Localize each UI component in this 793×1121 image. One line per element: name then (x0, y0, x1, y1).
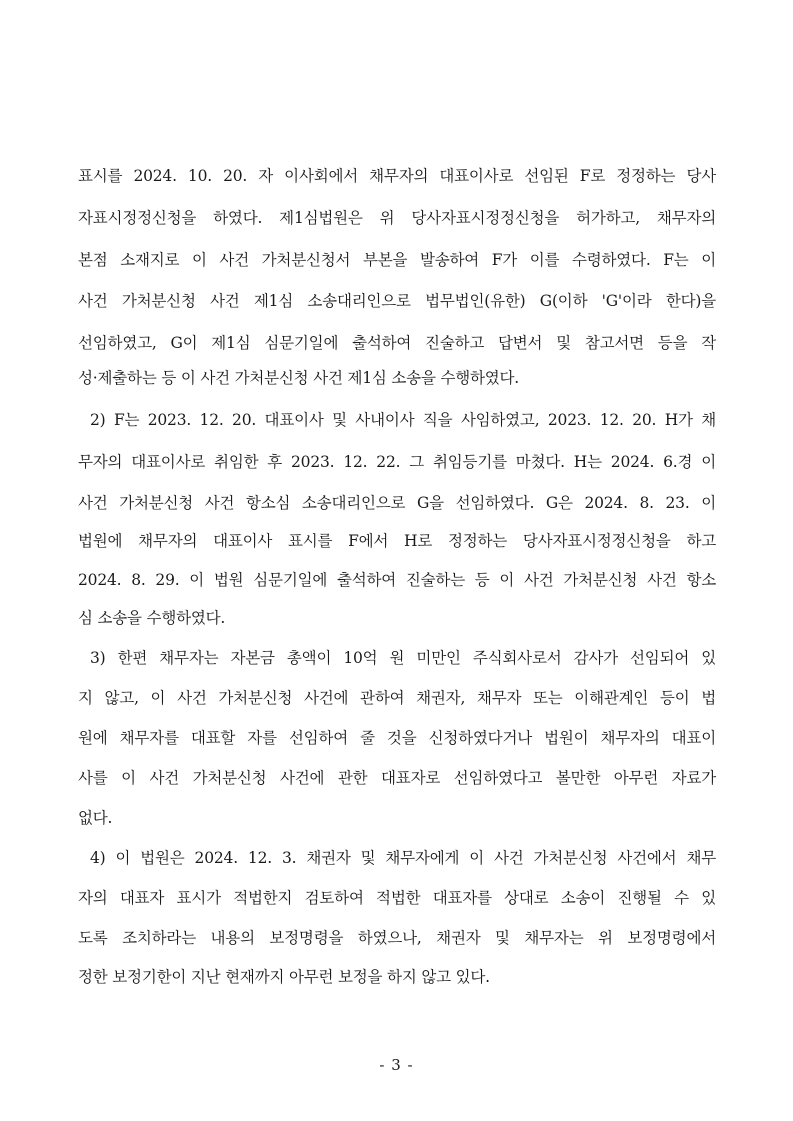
text-line: 자의 대표자 표시가 적법한지 검토하여 적법한 대표자를 상대로 소송이 진행될 수 있 (78, 889, 716, 907)
page-number: - 3 - (379, 1056, 414, 1074)
text-line: 자표시정정신청을 하였다. 제1심법원은 위 당사자표시정정신청을 허가하고, 채무자의 (78, 209, 716, 227)
paragraph-3-first-line: 3) 한편 채무자는 자본금 총액이 10억 원 미만인 주식회사로서 감사가 선임되어 있 (90, 649, 716, 667)
text-line: 정한 보정기한이 지난 현재까지 아무런 보정을 하지 않고 있다. (78, 968, 490, 986)
paragraph-2-first-line: 2) F는 2023. 12. 20. 대표이사 및 사내이사 직을 사임하였고, 2023. 12. 20. H가 채 (90, 411, 716, 429)
text-line: 성·제출하는 등 이 사건 가처분신청 사건 제1심 소송을 수행하였다. (78, 369, 520, 387)
text-line: 없다. (78, 809, 113, 827)
text-line: 심 소송을 수행하였다. (78, 609, 226, 627)
paragraph-4-first-line: 4) 이 법원은 2024. 12. 3. 채권자 및 채무자에게 이 사건 가처분신청 사건에서 채무 (90, 849, 716, 867)
text-line: 사건 가처분신청 사건 항소심 소송대리인으로 G을 선임하였다. G은 2024. 8. 23. 이 (78, 494, 716, 512)
text-line: 선임하였고, G이 제1심 심문기일에 출석하여 진술하고 답변서 및 참고서면 등을 작 (78, 334, 716, 352)
text-line: 사건 가처분신청 사건 제1심 소송대리인으로 법무법인(유한) G(이하 'G'이라 한다)을 (78, 292, 716, 310)
text-line: 본점 소재지로 이 사건 가처분신청서 부본을 발송하여 F가 이를 수령하였다. F는 이 (78, 251, 716, 269)
text-line: 지 않고, 이 사건 가처분신청 사건에 관하여 채권자, 채무자 또는 이해관계인 등이 법 (78, 689, 716, 707)
text-line: 표시를 2024. 10. 20. 자 이사회에서 채무자의 대표이사로 선임된 F로 정정하는 당사 (78, 167, 716, 185)
text-line: 사를 이 사건 가처분신청 사건에 관한 대표자로 선임하였다고 볼만한 아무런 자료가 (78, 769, 716, 787)
text-line: 2024. 8. 29. 이 법원 심문기일에 출석하여 진술하는 등 이 사건 가처분신청 사건 항소 (78, 571, 716, 589)
text-line: 법원에 채무자의 대표이사 표시를 F에서 H로 정정하는 당사자표시정정신청을 하고 (78, 532, 716, 550)
text-line: 원에 채무자를 대표할 자를 선임하여 줄 것을 신청하였다거나 법원이 채무자의 대표이 (78, 729, 716, 747)
text-line: 무자의 대표이사로 취임한 후 2023. 12. 22. 그 취임등기를 마쳤다. H는 2024. 6.경 이 (78, 453, 716, 471)
text-line: 도록 조치하라는 내용의 보정명령을 하였으나, 채권자 및 채무자는 위 보정명령에서 (78, 929, 716, 947)
